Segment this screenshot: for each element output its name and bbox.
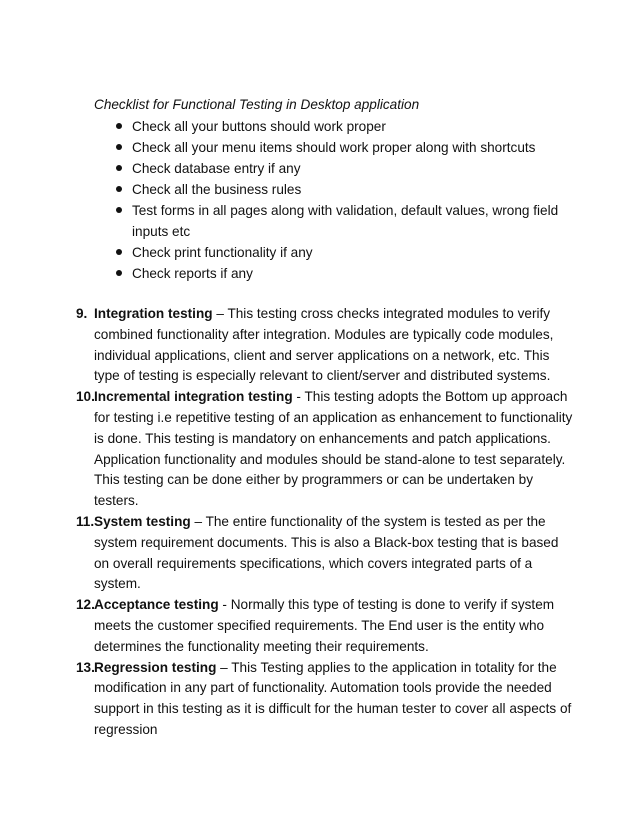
section-text: – This Testing applies to the application in totality for the modification in any part of functionality. Automation tools provide the needed support in this testing as it is difficult for the human tester to cover all aspects of regression <box>94 659 572 737</box>
checklist-title: Checklist for Functional Testing in Desktop application <box>94 97 420 112</box>
section-acceptance-testing <box>76 595 576 657</box>
checklist-bullets <box>113 116 583 284</box>
list-item: Check database entry if any <box>113 158 583 179</box>
section-number: 12. <box>76 597 95 613</box>
section-regression-testing <box>76 658 576 741</box>
section-number: 11. <box>76 513 95 529</box>
list-item: Check reports if any <box>113 263 583 284</box>
section-number: 10. <box>76 389 95 405</box>
section-term: System testing <box>94 513 191 529</box>
list-item: Test forms in all pages along with validation, default values, wrong field inputs etc <box>113 200 583 242</box>
list-item: Check print functionality if any <box>113 242 583 263</box>
list-item: Check all your buttons should work proper <box>113 116 583 137</box>
section-incremental-integration-testing <box>76 387 576 512</box>
list-item: Check all the business rules <box>113 179 583 200</box>
section-text: – The entire functionality of the system is tested as per the system requirement documents. This is also a Black-box testing that is based on overall requirements specifications, which covers integrated parts of a system. <box>94 513 559 592</box>
section-system-testing <box>76 512 576 595</box>
section-text: - This testing adopts the Bottom up approach for testing i.e repetitive testing of an application as enhancement to functionality is done. This testing is mandatory on enhancements and patch applications. Application functionality and modules should be stand-alone to test separately. This testing can be done either by programmers or can be undertaken by testers. <box>94 389 573 509</box>
section-text: – This testing cross checks integrated modules to verify combined functionality after integration. Modules are typically code modules, individual applications, client and server applications on a network, etc. This type of testing is especially relevant to client/server and distributed systems. <box>94 306 554 384</box>
section-term: Regression testing <box>94 659 217 675</box>
section-term: Incremental integration testing <box>94 389 293 405</box>
testing-types-list <box>76 304 576 741</box>
section-integration-testing <box>76 304 576 387</box>
section-term: Integration testing <box>94 306 213 321</box>
section-term: Acceptance testing <box>94 597 219 613</box>
list-item: Check all your menu items should work proper along with shortcuts <box>113 137 583 158</box>
section-number: 13. <box>76 659 95 675</box>
section-number: 9. <box>76 306 88 321</box>
section-text: - Normally this type of testing is done to verify if system meets the customer specified requirements. The End user is the entity who determines the functionality meeting their requirements. <box>94 597 555 654</box>
